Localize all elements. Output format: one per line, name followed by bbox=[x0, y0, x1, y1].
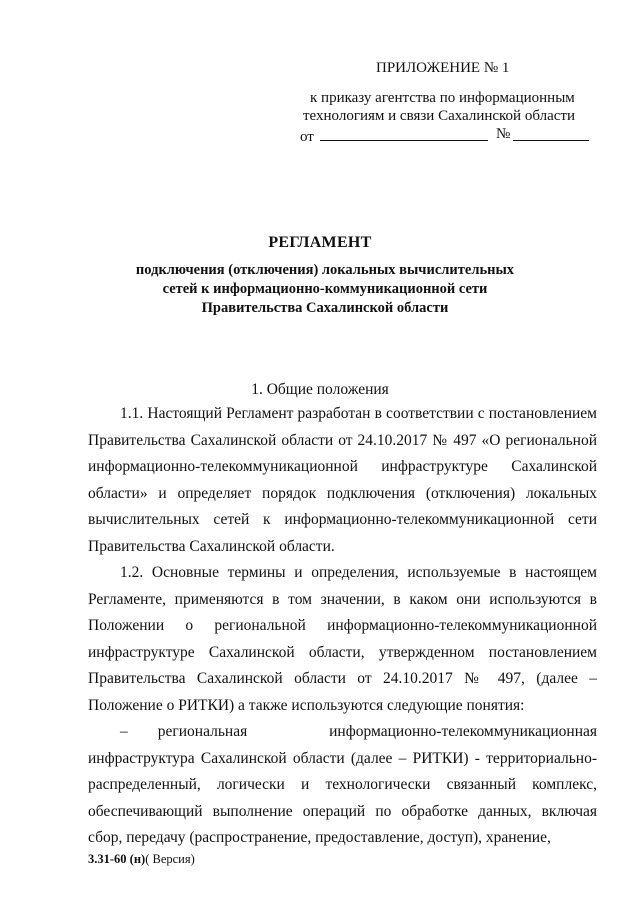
footer-code-number: 3.31-60 (н) bbox=[88, 852, 146, 866]
dash-mark: – bbox=[120, 723, 128, 740]
paragraph-1-1: 1.1. Настоящий Регламент разработан в соответствии с постановлением Правительства Сахалинской области от 24.10.2017 № 497 «О региональной информационно-телекоммуникационной инфраструктуре Сахалинской области» и определяет порядок подключения (отключения) локальных вычислительных сетей к информационно-телекоммуникационной сети Правительства Сахалинской области. bbox=[88, 405, 597, 555]
number-label: № bbox=[496, 126, 511, 142]
number-blank bbox=[513, 126, 589, 141]
document-body bbox=[88, 401, 597, 852]
section-heading: 1. Общие положения bbox=[251, 381, 389, 398]
appendix-title: ПРИЛОЖЕНИЕ № 1 bbox=[376, 60, 510, 76]
reglament-title: РЕГЛАМЕНТ bbox=[268, 234, 372, 251]
date-blank bbox=[320, 126, 488, 141]
paragraph-1-2: 1.2. Основные термины и определения, используемые в настоящем Регламенте, применяются в том значении, в каком они используются в Положении о региональной информационно-телекоммуникационной инфраструктуре Сахалинской области, утвержденном постановлением Правительства Сахалинской области от 24.10.2017 № 497, (далее – Положение о РИТКИ) а также используются следующие понятия: bbox=[88, 564, 597, 714]
dash-word-2: информационно-телекоммуникационная bbox=[329, 723, 597, 740]
footer-code bbox=[88, 852, 195, 867]
footer-version: ( Версия) bbox=[145, 852, 195, 866]
dash-word-1: региональная bbox=[157, 723, 248, 740]
dash-item-line bbox=[88, 719, 597, 746]
appendix-order-line2: технологиям и связи Сахалинской области bbox=[303, 108, 575, 124]
appendix-date-number-line bbox=[300, 126, 511, 146]
from-label: от bbox=[300, 129, 314, 145]
reglament-subtitle: подключения (отключения) локальных вычислительных сетей к информационно-коммуникационной сети Правительства Сахалинской области bbox=[135, 262, 515, 316]
appendix-order-line1: к приказу агентства по информационным bbox=[310, 90, 575, 106]
paragraph-dash-continued: инфраструктура Сахалинской области (далее – РИТКИ) - территориально-распределенный, логически и технологически связанный комплекс, обеспечивающий выполнение операций по обработке данных, включая сбор, передачу (распространение, предоставление, доступ), хранение, bbox=[88, 749, 597, 846]
